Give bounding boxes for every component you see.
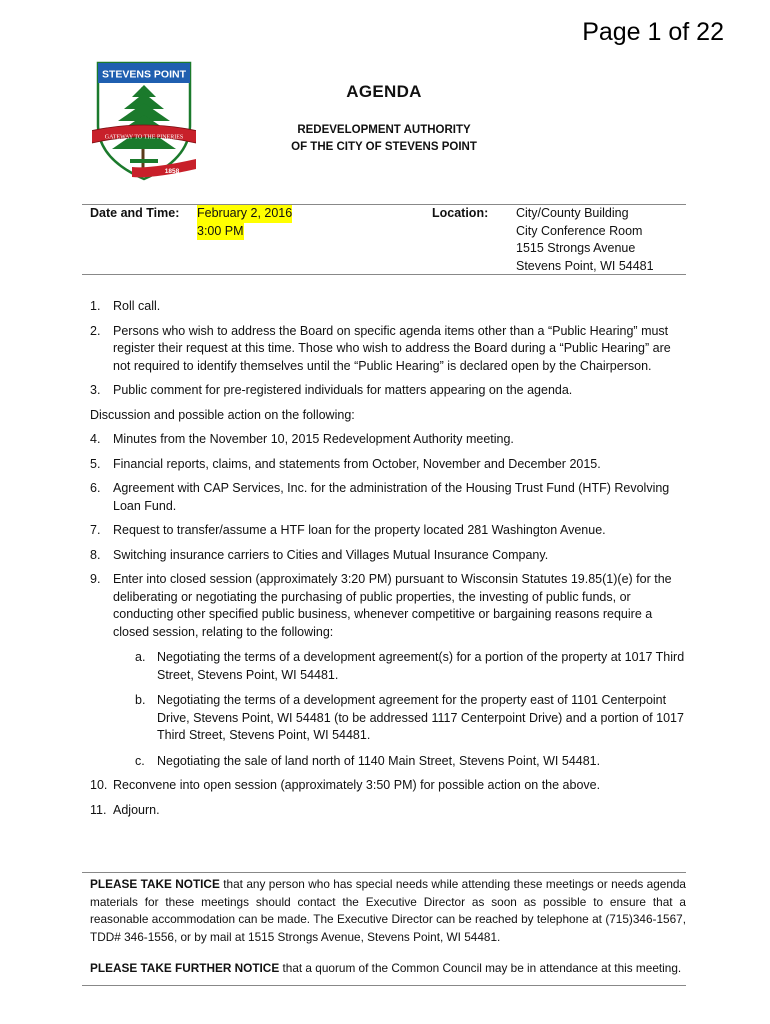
agenda-subitem	[135, 753, 686, 771]
location-line: City Conference Room	[516, 223, 643, 238]
agenda-item	[90, 323, 686, 376]
item-text: Enter into closed session (approximately 3:20 PM) pursuant to Wisconsin Statutes 19.85(1)(e) for the deliberating or negotiating the purchasing of public properties, the investing of public funds, or conducting other specified public business, whenever competitive or bargaining reasons require a closed session, relating to the following:	[113, 572, 672, 639]
agenda-item	[90, 802, 686, 820]
item-text: Persons who wish to address the Board on specific agenda items other than a “Public Hearing” must register their request at this time. Those who wish to address the Board during a “Public Hearing” are not required to identify themselves until the “Public Hearing” is declared open by the Chairperson.	[113, 323, 671, 373]
subitem-letter: c.	[135, 753, 145, 768]
notice-lead: PLEASE TAKE FURTHER NOTICE	[90, 961, 280, 975]
seal-top-text: STEVENS POINT	[101, 68, 187, 81]
organization-name	[230, 122, 538, 156]
item-text: Reconvene into open session (approximately 3:50 PM) for possible action on the above.	[113, 778, 601, 792]
location-line: City/County Building	[516, 206, 629, 220]
agenda-title: AGENDA	[346, 82, 422, 101]
item-number: 6.	[90, 481, 101, 495]
notice-lead: PLEASE TAKE NOTICE	[90, 877, 220, 891]
location-line: Stevens Point, WI 54481	[516, 258, 654, 273]
item-number: 4.	[90, 432, 101, 446]
agenda-item	[90, 456, 686, 474]
agenda-item	[90, 382, 686, 400]
notice-text: that any person who has special needs while attending these meetings or needs agenda materials for these meetings should contact the Executive Director as soon as possible to ensure that a reasonable accommodation can be made. The Executive Director can be reached by telephone at (715)346-1567, TDD# 346-1556, or by mail at 1515 Strongs Avenue, Stevens Point, WI 54481.	[90, 877, 686, 944]
item-number: 9.	[90, 572, 101, 586]
item-number: 10.	[90, 778, 108, 792]
quorum-notice	[90, 960, 686, 978]
seal-year: 1858	[164, 168, 180, 175]
item-text: Request to transfer/assume a HTF loan for the property located 281 Washington Avenue.	[113, 523, 606, 537]
item-number: 8.	[90, 547, 101, 562]
agenda-items	[90, 298, 686, 826]
organization-line-1: REDEVELOPMENT AUTHORITY	[297, 124, 471, 136]
item-number: 5.	[90, 456, 101, 471]
page-indicator: Page 1 of 22	[582, 18, 724, 46]
seal-ribbon-text: GATEWAY TO THE PINERIES	[104, 134, 184, 141]
location-line: 1515 Strongs Avenue	[516, 241, 636, 255]
agenda-item	[90, 777, 686, 795]
item-text: Financial reports, claims, and statements from October, November and December 2015.	[113, 456, 601, 471]
item-number: 1.	[90, 299, 101, 313]
subitem-text: Negotiating the terms of a development agreement(s) for a portion of the property at 1017 Third Street, Stevens Point, WI 54481.	[157, 650, 685, 682]
item-number: 11.	[90, 802, 107, 817]
agenda-item-closed-session	[90, 571, 686, 770]
meeting-info-divider	[82, 274, 686, 275]
accommodation-notice	[90, 876, 686, 946]
item-text: Agreement with CAP Services, Inc. for the administration of the Housing Trust Fund (HTF) Revolving Loan Fund.	[113, 481, 670, 513]
subitem-letter: b.	[135, 693, 146, 707]
date-time-label: Date and Time:	[90, 206, 180, 220]
item-text: Public comment for pre-registered individuals for matters appearing on the agenda.	[113, 383, 573, 397]
location-value	[516, 205, 654, 275]
agenda-item	[90, 298, 686, 316]
date-time-value	[197, 205, 292, 240]
meeting-time: 3:00 PM	[197, 223, 244, 241]
notice-divider-top	[82, 872, 686, 873]
agenda-item	[90, 480, 686, 515]
agenda-item	[90, 431, 686, 449]
meeting-date: February 2, 2016	[197, 205, 292, 223]
item-text: Adjourn.	[113, 802, 160, 817]
subitem-text: Negotiating the sale of land north of 1140 Main Street, Stevens Point, WI 54481.	[157, 753, 601, 768]
item-text: Switching insurance carriers to Cities and Villages Mutual Insurance Company.	[113, 547, 549, 562]
item-number: 2.	[90, 323, 101, 338]
notice-divider-bottom	[82, 985, 686, 986]
discussion-label: Discussion and possible action on the following:	[90, 407, 355, 422]
agenda-item	[90, 547, 686, 565]
city-seal-logo	[92, 55, 196, 185]
item-number: 7.	[90, 523, 101, 537]
subitem-letter: a.	[135, 650, 146, 664]
agenda-subitem	[135, 692, 686, 745]
subitem-text: Negotiating the terms of a development agreement for the property east of 1101 Centerpoint Drive, Stevens Point, WI 54481 (to be addressed 1117 Centerpoint Drive) and a portion of 1017 Third Street, Stevens Point, WI 54481.	[157, 693, 684, 742]
item-text: Roll call.	[113, 299, 161, 313]
notice-text: that a quorum of the Common Council may be in attendance at this meeting.	[279, 961, 682, 975]
item-text: Minutes from the November 10, 2015 Redevelopment Authority meeting.	[113, 432, 514, 446]
item-number: 3.	[90, 383, 101, 397]
organization-line-2: OF THE CITY OF STEVENS POINT	[291, 141, 477, 153]
location-label: Location:	[432, 206, 489, 220]
agenda-item	[90, 522, 686, 540]
agenda-subitem	[135, 649, 686, 684]
